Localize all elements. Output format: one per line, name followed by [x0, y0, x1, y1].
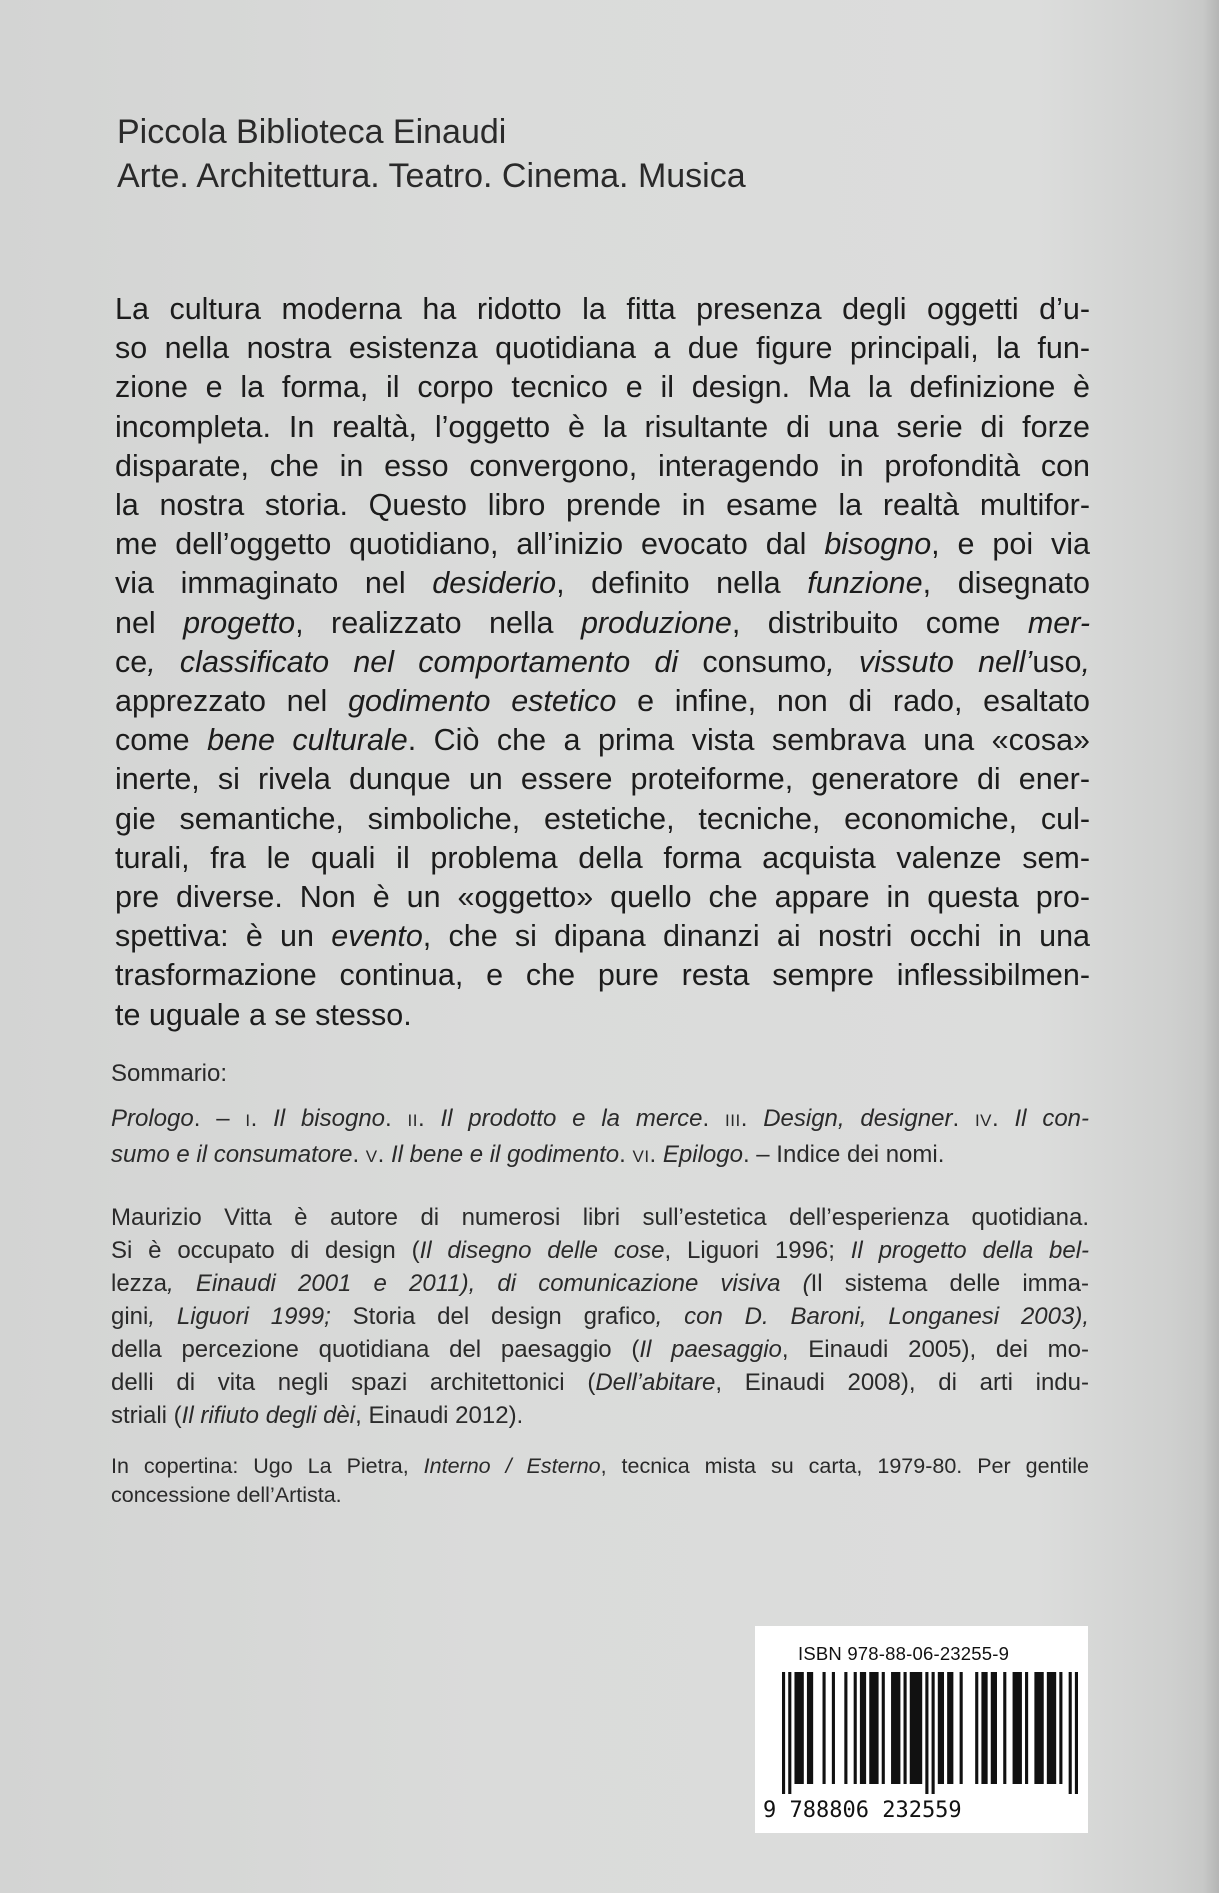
blurb-line: spettiva: è un evento, che si dipana dinanzi ai nostri occhi in una — [115, 919, 1090, 954]
sommario-line: Prologo. – I. Il bisogno. II. Il prodotto e la merce. III. Design, designer. IV. Il con- — [111, 1105, 1090, 1132]
blurb-line: nel progetto, realizzato nella produzione, distribuito come mer- — [115, 605, 1090, 640]
barcode-bar — [947, 1672, 953, 1784]
author-bio-line: Si è occupato di design (Il disegno delle cose, Liguori 1996; Il progetto della bel- — [111, 1237, 1090, 1264]
barcode-bar — [1034, 1672, 1043, 1784]
blurb-line: pre diverse. Non è un «oggetto» quello che appare in questa pro- — [115, 880, 1090, 915]
isbn-label: ISBN 978-88-06-23255-9 — [798, 1643, 1010, 1664]
barcode-bar — [823, 1672, 826, 1784]
barcode-bar — [938, 1672, 944, 1784]
blurb-line: turali, fra le quali il problema della forma acquista valenze sem- — [115, 840, 1090, 875]
series-header — [117, 110, 746, 198]
barcode-bar — [891, 1672, 900, 1784]
blurb-line: la nostra storia. Questo libro prende in esame la realtà multifor- — [115, 488, 1090, 523]
barcode-bar — [869, 1672, 878, 1784]
author-bio-line: della percezione quotidiana del paesaggio (Il paesaggio, Einaudi 2005), dei mo- — [111, 1336, 1089, 1363]
author-bio — [111, 1201, 1089, 1432]
author-bio-line: Maurizio Vitta è autore di numerosi libri sull’estetica dell’esperienza quotidiana. — [111, 1204, 1089, 1231]
author-bio-line: lezza, Einaudi 2001 e 2011), di comunicazione visiva (Il sistema delle imma- — [111, 1270, 1089, 1297]
barcode-bar — [882, 1672, 885, 1784]
barcode-bar — [1025, 1672, 1028, 1784]
barcode-bar — [832, 1672, 835, 1784]
barcode-bar — [1075, 1672, 1078, 1794]
barcode-bar — [782, 1672, 785, 1794]
barcode-bar — [788, 1672, 791, 1794]
barcode-bar — [925, 1672, 928, 1794]
blurb-line: La cultura moderna ha ridotto la fitta presenza degli oggetti d’u- — [115, 292, 1090, 326]
blurb-line: so nella nostra esistenza quotidiana a due figure principali, la fun- — [115, 331, 1090, 366]
blurb-line: trasformazione continua, e che pure resta sempre inflessibilmen- — [115, 958, 1090, 993]
barcode-bar — [904, 1672, 907, 1784]
barcode-bars — [782, 1672, 1078, 1794]
blurb-line: me dell’oggetto quotidiano, all’inizio evocato dal bisogno, e poi via — [115, 527, 1090, 562]
barcode-bar — [860, 1672, 866, 1784]
barcode-bar — [854, 1672, 857, 1784]
back-cover-blurb — [115, 290, 1090, 1035]
blurb-line: ce, classificato nel comportamento di consumo, vissuto nell’uso, — [115, 644, 1090, 679]
blurb-line: gie semantiche, simboliche, estetiche, tecniche, economiche, cul- — [115, 801, 1090, 836]
barcode-bar — [975, 1672, 978, 1784]
sommario-label: Sommario: — [111, 1060, 228, 1087]
barcode-bar — [932, 1672, 935, 1794]
barcode-bar — [1069, 1672, 1072, 1794]
series-subjects: Arte. Architettura. Teatro. Cinema. Musica — [117, 157, 746, 195]
sommario-line: sumo e il consumatore. V. Il bene e il godimento. VI. Epilogo. – Indice dei nomi. — [111, 1141, 945, 1168]
barcode-bar — [1013, 1672, 1022, 1784]
blurb-line: apprezzato nel godimento estetico e infine, non di rado, esaltato — [115, 684, 1090, 719]
blurb-line: te uguale a se stesso. — [115, 997, 412, 1032]
barcode-bar — [844, 1672, 847, 1784]
barcode-bar — [960, 1672, 963, 1784]
barcode-bar — [910, 1672, 922, 1784]
barcode-bar — [1003, 1672, 1006, 1784]
barcode-bar — [794, 1672, 803, 1784]
author-bio-line: delli di vita negli spazi architettonici (Dell’abitare, Einaudi 2008), di arti indu- — [111, 1369, 1089, 1396]
series-title: Piccola Biblioteca Einaudi — [117, 113, 507, 151]
blurb-line: disparate, che in esso convergono, interagendo in profondità con — [115, 448, 1090, 483]
table-of-contents — [111, 1102, 1089, 1174]
barcode-bar — [991, 1672, 997, 1784]
blurb-line: come bene culturale. Ciò che a prima vista sembrava una «cosa» — [115, 723, 1090, 758]
blurb-line: zione e la forma, il corpo tecnico e il design. Ma la definizione è — [115, 370, 1090, 405]
author-bio-line: striali (Il rifiuto degli dèi, Einaudi 2012). — [111, 1402, 524, 1429]
cover-credit-line: concessione dell’Artista. — [111, 1483, 342, 1507]
barcode-bar — [1059, 1672, 1062, 1784]
author-bio-line: gini, Liguori 1999; Storia del design grafico, con D. Baroni, Longanesi 2003), — [111, 1303, 1090, 1330]
barcode-bar — [1047, 1672, 1056, 1784]
blurb-line: incompleta. In realtà, l’oggetto è la risultante di una serie di forze — [115, 409, 1090, 444]
spine-shadow — [1203, 0, 1219, 1893]
cover-credit — [111, 1452, 1089, 1510]
cover-credit-line: In copertina: Ugo La Pietra, Interno / Esterno, tecnica mista su carta, 1979-80. Per gentile — [111, 1454, 1089, 1478]
barcode-digits: 9 788806 232559 — [763, 1798, 962, 1823]
barcode-bar — [981, 1672, 987, 1784]
blurb-line: via immaginato nel desiderio, definito nella funzione, disegnato — [115, 566, 1090, 601]
blurb-line: inerte, si rivela dunque un essere proteiforme, generatore di ener- — [115, 762, 1090, 797]
barcode-bar — [807, 1672, 813, 1784]
